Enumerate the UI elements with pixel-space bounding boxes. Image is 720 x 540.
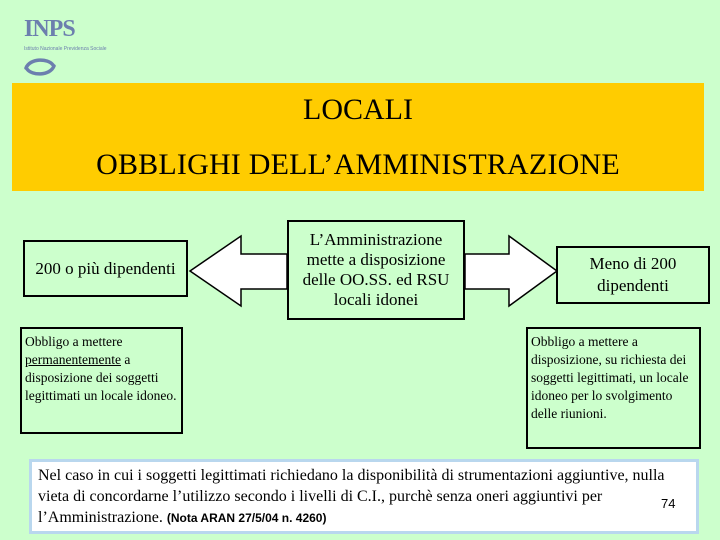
obligation-underlined: permanentemente [25, 352, 121, 367]
obligation-prefix: Obbligo a mettere [25, 334, 123, 349]
large-employer-obligation [20, 327, 183, 434]
large-employer-label: 200 o più dipendenti [35, 258, 176, 278]
footnote-reference: (Nota ARAN 27/5/04 n. 4260) [166, 511, 327, 525]
footnote-box [29, 459, 699, 534]
footnote-text: Nel caso in cui i soggetti legittimati richiedano la disponibilità di strumentazioni aggiuntive, nulla vieta di concordarne l’utilizzo secondo i livelli di C.I., purchè senza oneri aggiuntivi per l’Amministrazione. [38, 467, 665, 526]
banner-subtitle: OBBLIGHI DELL’AMMINISTRAZIONE [96, 148, 620, 181]
large-employer-box [23, 240, 188, 297]
small-obligation-text: Obbligo a mettere a disposizione, su richiesta dei soggetti legittimati, un locale idoneo per lo svolgimento delle riunioni. [531, 334, 689, 421]
small-employer-obligation [526, 327, 701, 449]
left-arrow-icon [190, 236, 287, 306]
logo-name: INPS [24, 16, 75, 42]
obligation-suffix: a disposizione dei soggetti legittimati un locale idoneo. [25, 352, 177, 403]
administration-label: L’Amministrazione mette a disposizione delle OO.SS. ed RSU locali idonei [302, 230, 450, 309]
page-number: 74 [661, 496, 676, 511]
right-arrow-icon [465, 236, 557, 306]
small-employer-label: Meno di 200 dipendenti [589, 254, 677, 295]
small-employer-box [556, 246, 710, 304]
administration-box [287, 220, 465, 320]
banner-title: LOCALI [303, 93, 413, 126]
logo-subtitle: Istituto Nazionale Previdenza Sociale [24, 46, 107, 52]
